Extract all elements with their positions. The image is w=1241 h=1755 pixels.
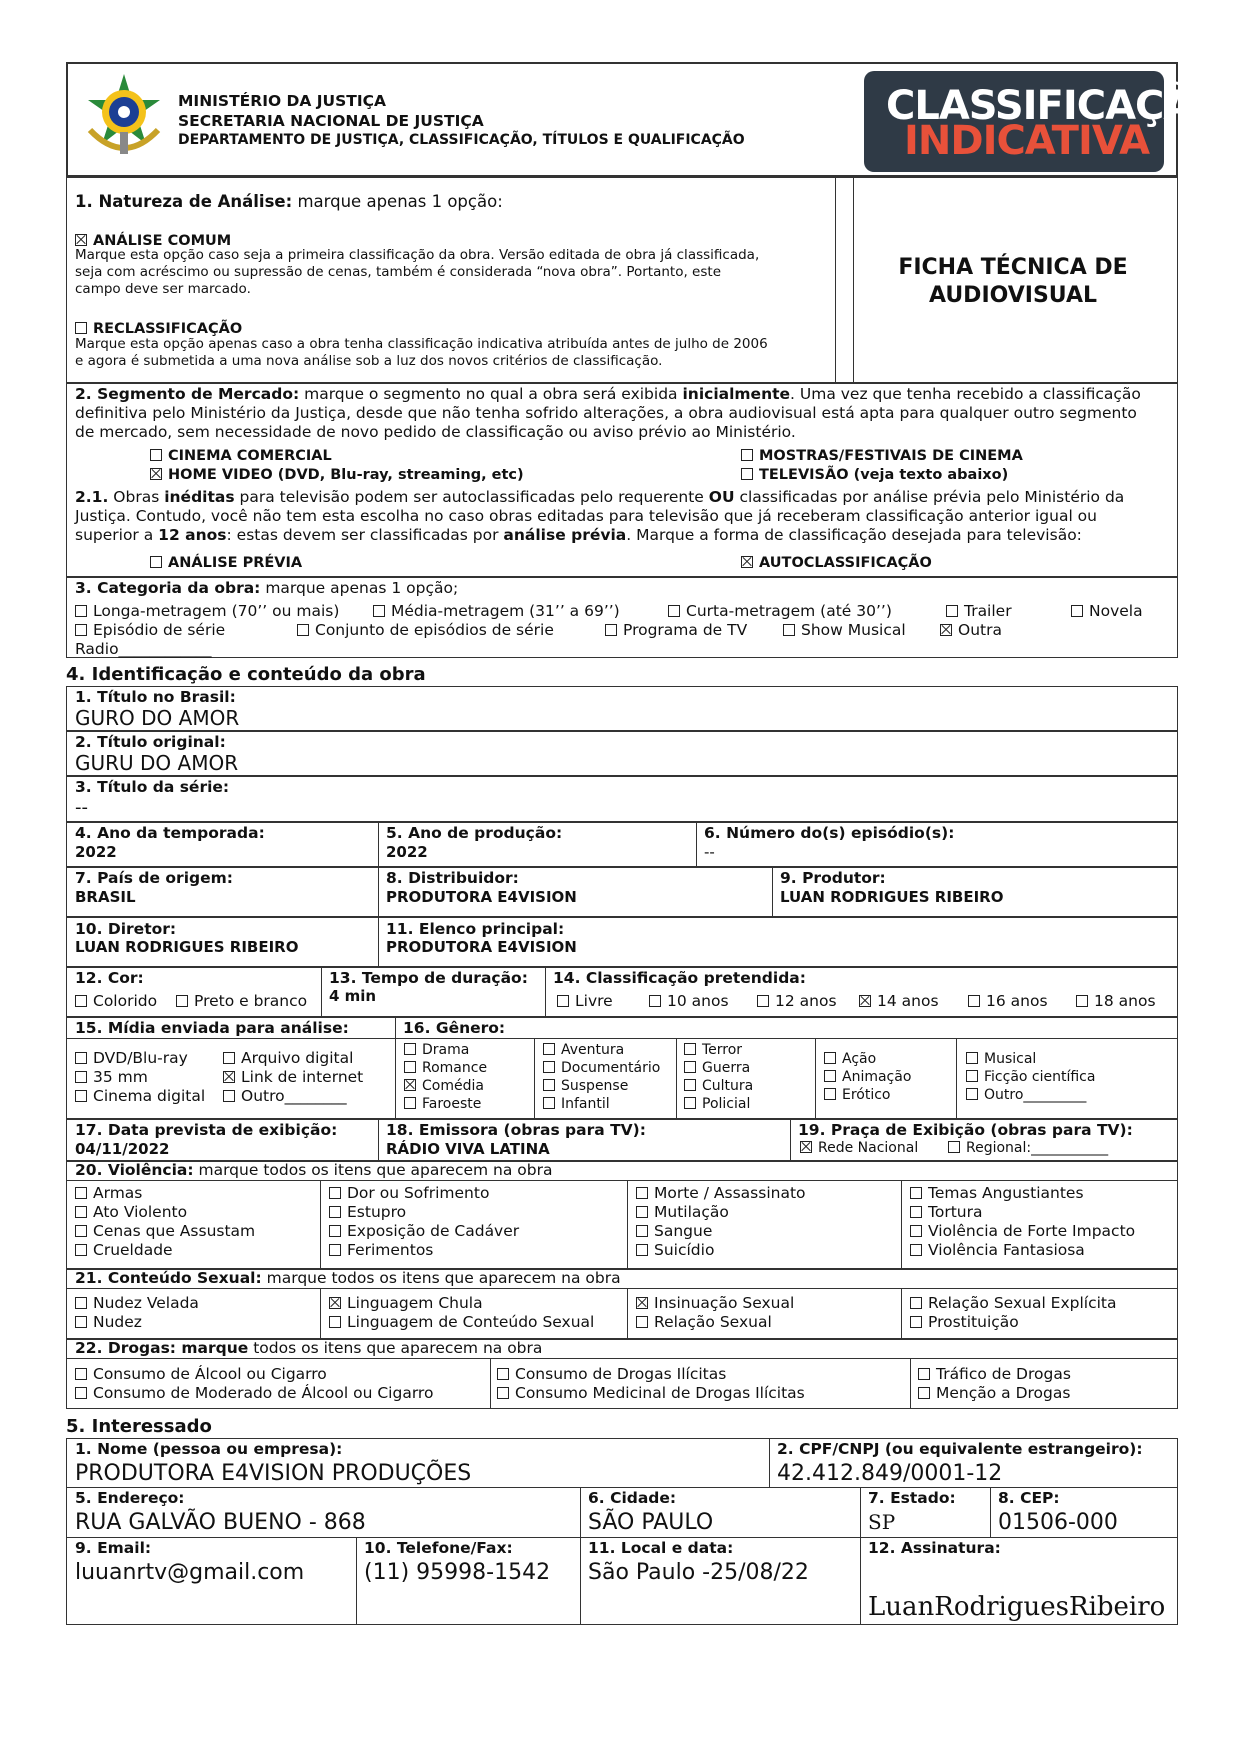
section-5-heading: 5. Interessado [66, 1416, 212, 1437]
checkbox-checked-icon[interactable] [636, 1297, 648, 1309]
label-ano-temporada: 4. Ano da temporada: [75, 824, 265, 842]
vio-ferimentos[interactable]: Ferimentos [329, 1241, 433, 1260]
vio-cadaver[interactable]: Exposição de Cadáver [329, 1222, 519, 1241]
value-cpf-cnpj[interactable]: 42.412.849/0001-12 [777, 1461, 1003, 1486]
value-distribuidor[interactable]: PRODUTORA E4VISION [386, 888, 577, 906]
checkbox-icon[interactable] [176, 995, 188, 1007]
checkbox-icon[interactable] [636, 1206, 648, 1218]
checkbox-icon[interactable] [966, 1088, 978, 1100]
value-nome[interactable]: PRODUTORA E4VISION PRODUÇÕES [75, 1461, 472, 1486]
label-cor: 12. Cor: [75, 969, 144, 987]
opt-autoclassificacao[interactable]: AUTOCLASSIFICAÇÃO [741, 552, 932, 572]
checkbox-icon[interactable] [404, 1043, 416, 1055]
checkbox-icon[interactable] [543, 1061, 555, 1073]
checkbox-icon[interactable] [150, 449, 162, 461]
label-classificacao: 14. Classificação pretendida: [553, 969, 806, 987]
gen-suspense[interactable]: Suspense [543, 1078, 628, 1095]
checkbox-icon[interactable] [75, 605, 87, 617]
checkbox-icon[interactable] [75, 995, 87, 1007]
checkbox-icon[interactable] [910, 1316, 922, 1328]
midia-link-internet[interactable]: Link de internet [223, 1068, 363, 1087]
opt-analise-comum[interactable]: ANÁLISE COMUM [75, 230, 231, 250]
gen-acao[interactable]: Ação [824, 1051, 876, 1068]
checkbox-icon[interactable] [946, 605, 958, 617]
sx-relacao-explicita[interactable]: Relação Sexual Explícita [910, 1294, 1117, 1313]
checkbox-icon[interactable] [684, 1061, 696, 1073]
checkbox-icon[interactable] [373, 605, 385, 617]
checkbox-icon[interactable] [824, 1088, 836, 1100]
gen-infantil[interactable]: Infantil [543, 1096, 610, 1113]
vio-tortura[interactable]: Tortura [910, 1203, 982, 1222]
checkbox-icon[interactable] [966, 1052, 978, 1064]
checkbox-icon[interactable] [329, 1244, 341, 1256]
label-cep: 8. CEP: [998, 1489, 1060, 1507]
dr-moderado-alcool[interactable]: Consumo de Moderado de Álcool ou Cigarro [75, 1384, 433, 1403]
s21-text-l3: superior a 12 anos: estas devem ser classificadas por análise prévia. Marque a forma de classificação desejada para televisão: [75, 526, 1082, 544]
value-endereco[interactable]: RUA GALVÃO BUENO - 868 [75, 1510, 366, 1535]
cor-colorido[interactable]: Colorido [75, 992, 157, 1011]
checkbox-icon[interactable] [824, 1052, 836, 1064]
value-titulo-serie[interactable]: -- [75, 797, 88, 818]
label-violencia: 20. Violência: marque todos os itens que aparecem na obra [75, 1161, 553, 1179]
s1-heading: 1. Natureza de Análise: marque apenas 1 opção: [75, 192, 503, 211]
checkbox-icon[interactable] [75, 1187, 87, 1199]
checkbox-icon[interactable] [329, 1316, 341, 1328]
checkbox-icon[interactable] [649, 995, 661, 1007]
label-titulo-serie: 3. Título da série: [75, 778, 230, 796]
checkbox-icon[interactable] [910, 1206, 922, 1218]
sx-prostituicao[interactable]: Prostituição [910, 1313, 1019, 1332]
checkbox-checked-icon[interactable] [223, 1071, 235, 1083]
opt-mostras[interactable]: MOSTRAS/FESTIVAIS DE CINEMA [741, 445, 1023, 465]
checkbox-icon[interactable] [968, 995, 980, 1007]
checkbox-icon[interactable] [497, 1368, 509, 1380]
checkbox-icon[interactable] [75, 1244, 87, 1256]
checkbox-icon[interactable] [668, 605, 680, 617]
dr-trafico[interactable]: Tráfico de Drogas [918, 1365, 1071, 1384]
label-cidade: 6. Cidade: [588, 1489, 677, 1507]
value-emissora[interactable]: RÁDIO VIVA LATINA [386, 1140, 550, 1158]
checkbox-icon[interactable] [636, 1244, 648, 1256]
gen-comedia[interactable]: Comédia [404, 1078, 484, 1095]
label-cpf-cnpj: 2. CPF/CNPJ (ou equivalente estrangeiro): [777, 1440, 1143, 1458]
checkbox-icon[interactable] [605, 624, 617, 636]
checkbox-icon[interactable] [910, 1297, 922, 1309]
value-ano-temporada[interactable]: 2022 [75, 843, 117, 861]
gen-documentario[interactable]: Documentário [543, 1060, 660, 1077]
value-email[interactable]: luuanrtv@gmail.com [75, 1560, 305, 1585]
org-department: DEPARTAMENTO DE JUSTIÇA, CLASSIFICAÇÃO, TÍTULOS E QUALIFICAÇÃO [178, 132, 745, 148]
checkbox-icon[interactable] [684, 1097, 696, 1109]
label-pais-origem: 7. País de origem: [75, 869, 233, 887]
checkbox-icon[interactable] [966, 1070, 978, 1082]
vio-crueldade[interactable]: Crueldade [75, 1241, 173, 1260]
label-local-data: 11. Local e data: [588, 1539, 734, 1557]
gen-drama[interactable]: Drama [404, 1042, 469, 1059]
value-pais-origem[interactable]: BRASIL [75, 888, 136, 906]
checkbox-icon[interactable] [223, 1052, 235, 1064]
gen-erotico[interactable]: Erótico [824, 1087, 891, 1104]
label-email: 9. Email: [75, 1539, 152, 1557]
checkbox-icon[interactable] [757, 995, 769, 1007]
cat-programa-tv[interactable]: Programa de TV [605, 621, 747, 640]
label-praca-exibicao: 19. Praça de Exibição (obras para TV): [798, 1121, 1133, 1139]
checkbox-checked-icon[interactable] [404, 1079, 416, 1091]
checkbox-icon[interactable] [75, 624, 87, 636]
label-endereco: 5. Endereço: [75, 1489, 185, 1507]
checkbox-icon[interactable] [741, 468, 753, 480]
value-numero-episodios[interactable]: -- [704, 843, 715, 861]
gen-ficcao[interactable]: Ficção científica [966, 1069, 1095, 1086]
checkbox-icon[interactable] [1071, 605, 1083, 617]
gen-faroeste[interactable]: Faroeste [404, 1096, 481, 1113]
dr-mencao[interactable]: Menção a Drogas [918, 1384, 1070, 1403]
label-data-exibicao: 17. Data prevista de exibição: [75, 1121, 338, 1139]
checkbox-checked-icon[interactable] [940, 624, 952, 636]
praca-rede-nacional[interactable]: Rede Nacional [800, 1140, 918, 1157]
gen-musical[interactable]: Musical [966, 1051, 1036, 1068]
s3-heading: 3. Categoria da obra: marque apenas 1 opção; [75, 579, 459, 597]
midia-35mm[interactable]: 35 mm [75, 1068, 148, 1087]
checkbox-checked-icon[interactable] [741, 556, 753, 568]
checkbox-icon[interactable] [910, 1244, 922, 1256]
label-drogas: 22. Drogas: marque todos os itens que aparecem na obra [75, 1339, 543, 1357]
value-assinatura[interactable]: LuanRodriguesRibeiro [868, 1592, 1166, 1622]
label-diretor: 10. Diretor: [75, 920, 177, 938]
label-tempo-duracao: 13. Tempo de duração: [329, 969, 528, 987]
vio-morte[interactable]: Morte / Assassinato [636, 1184, 806, 1203]
value-diretor[interactable]: LUAN RODRIGUES RIBEIRO [75, 938, 299, 956]
class-12[interactable]: 12 anos [757, 992, 837, 1011]
s1-opt1-text: Marque esta opção caso seja a primeira classificação da obra. Versão editada de obra já classificada, seja com acréscimo ou supressão de cenas, também é considerada “nova obra”. Portanto, este campo deve ser marcado. [75, 247, 760, 297]
value-estado[interactable]: SP [868, 1510, 896, 1534]
checkbox-icon[interactable] [1076, 995, 1088, 1007]
opt-cinema-comercial[interactable]: CINEMA COMERCIAL [150, 445, 332, 465]
label-estado: 7. Estado: [868, 1489, 956, 1507]
gen-terror[interactable]: Terror [684, 1042, 742, 1059]
label-titulo-original: 2. Título original: [75, 733, 226, 751]
vio-estupro[interactable]: Estupro [329, 1203, 406, 1222]
sx-insinuacao[interactable]: Insinuação Sexual [636, 1294, 794, 1313]
value-cidade[interactable]: SÃO PAULO [588, 1510, 714, 1535]
sx-linguagem-sexual[interactable]: Linguagem de Conteúdo Sexual [329, 1313, 594, 1332]
vio-sangue[interactable]: Sangue [636, 1222, 712, 1241]
cat-trailer[interactable]: Trailer [946, 602, 1012, 621]
checkbox-icon[interactable] [75, 1297, 87, 1309]
checkbox-icon[interactable] [329, 1206, 341, 1218]
cat-conjunto[interactable]: Conjunto de episódios de série [297, 621, 554, 640]
s21-text-l2: Justiça. Contudo, você não tem esta escolha no caso obras editadas para televisão que já receberam classificação anterior igual ou [75, 507, 1097, 525]
label-assinatura: 12. Assinatura: [868, 1539, 1001, 1557]
label-ano-producao: 5. Ano de produção: [386, 824, 563, 842]
sx-linguagem-chula[interactable]: Linguagem Chula [329, 1294, 483, 1313]
checkbox-icon[interactable] [543, 1079, 555, 1091]
value-titulo-brasil[interactable]: GURO DO AMOR [75, 706, 240, 730]
checkbox-icon[interactable] [75, 1071, 87, 1083]
s2-text-l2: definitiva pelo Ministério da Justiça, desde que não tenha sofrido alterações, a obra audiovisual está apta para qualquer outro segmento [75, 404, 1137, 422]
sx-nudez[interactable]: Nudez [75, 1313, 142, 1332]
dr-alcool[interactable]: Consumo de Álcool ou Cigarro [75, 1365, 327, 1384]
checkbox-checked-icon[interactable] [75, 234, 87, 246]
section-4-heading: 4. Identificação e conteúdo da obra [66, 664, 426, 685]
value-elenco[interactable]: PRODUTORA E4VISION [386, 938, 577, 956]
checkbox-icon[interactable] [636, 1225, 648, 1237]
label-midia: 15. Mídia enviada para análise: [75, 1019, 349, 1037]
checkbox-icon[interactable] [75, 1387, 87, 1399]
cat-show-musical[interactable]: Show Musical [783, 621, 906, 640]
value-ano-producao[interactable]: 2022 [386, 843, 428, 861]
checkbox-checked-icon[interactable] [150, 468, 162, 480]
checkbox-icon[interactable] [75, 1225, 87, 1237]
class-18[interactable]: 18 anos [1076, 992, 1156, 1011]
label-produtor: 9. Produtor: [780, 869, 886, 887]
gen-outro[interactable]: Outro_________ [966, 1087, 1086, 1104]
vio-temas-angustiantes[interactable]: Temas Angustiantes [910, 1184, 1084, 1203]
gen-animacao[interactable]: Animação [824, 1069, 911, 1086]
checkbox-icon[interactable] [223, 1090, 235, 1102]
class-10[interactable]: 10 anos [649, 992, 729, 1011]
org-ministry: MINISTÉRIO DA JUSTIÇA [178, 92, 387, 110]
midia-arquivo-digital[interactable]: Arquivo digital [223, 1049, 353, 1068]
value-tempo-duracao[interactable]: 4 min [329, 987, 377, 1005]
checkbox-icon[interactable] [948, 1141, 960, 1153]
vio-suicidio[interactable]: Suicídio [636, 1241, 714, 1260]
checkbox-icon[interactable] [684, 1079, 696, 1091]
cat-radio-text: Radio____________ [75, 640, 212, 658]
checkbox-icon[interactable] [150, 556, 162, 568]
checkbox-icon[interactable] [636, 1316, 648, 1328]
checkbox-checked-icon[interactable] [329, 1297, 341, 1309]
org-secretariat: SECRETARIA NACIONAL DE JUSTIÇA [178, 112, 484, 130]
gen-aventura[interactable]: Aventura [543, 1042, 624, 1059]
checkbox-icon[interactable] [75, 1090, 87, 1102]
cat-longa[interactable]: Longa-metragem (70’’ ou mais) [75, 602, 339, 621]
label-elenco: 11. Elenco principal: [386, 920, 565, 938]
checkbox-checked-icon[interactable] [859, 995, 871, 1007]
field-3-box [66, 776, 1178, 822]
s2-text: 2. Segmento de Mercado: marque o segmento no qual a obra será exibida inicialmente. Uma vez que tenha recebido a classificação [75, 385, 1141, 403]
sx-nudez-velada[interactable]: Nudez Velada [75, 1294, 199, 1313]
value-data-exibicao[interactable]: 04/11/2022 [75, 1140, 170, 1158]
checkbox-icon[interactable] [297, 624, 309, 636]
midia-outro[interactable]: Outro________ [223, 1087, 347, 1106]
vio-fantasiosa[interactable]: Violência Fantasiosa [910, 1241, 1085, 1260]
checkbox-icon[interactable] [910, 1225, 922, 1237]
cat-media[interactable]: Média-metragem (31’’ a 69’’) [373, 602, 620, 621]
opt-televisao[interactable]: TELEVISÃO (veja texto abaixo) [741, 464, 1008, 484]
checkbox-icon[interactable] [329, 1225, 341, 1237]
label-numero-episodios: 6. Número do(s) episódio(s): [704, 824, 955, 842]
checkbox-icon[interactable] [918, 1387, 930, 1399]
value-produtor[interactable]: LUAN RODRIGUES RIBEIRO [780, 888, 1004, 906]
checkbox-checked-icon[interactable] [800, 1141, 812, 1153]
class-14[interactable]: 14 anos [859, 992, 939, 1011]
midia-dvd[interactable]: DVD/Blu-ray [75, 1049, 188, 1068]
opt-reclassificacao[interactable]: RECLASSIFICAÇÃO [75, 318, 242, 338]
cat-outra[interactable]: Outra [940, 621, 1002, 640]
value-titulo-original[interactable]: GURU DO AMOR [75, 751, 239, 775]
label-emissora: 18. Emissora (obras para TV): [386, 1121, 646, 1139]
cor-preto-branco[interactable]: Preto e branco [176, 992, 307, 1011]
label-conteudo-sexual: 21. Conteúdo Sexual: marque todos os itens que aparecem na obra [75, 1269, 621, 1287]
gen-romance[interactable]: Romance [404, 1060, 487, 1077]
checkbox-icon[interactable] [75, 1052, 87, 1064]
praca-regional[interactable]: Regional:___________ [948, 1140, 1108, 1157]
checkbox-icon[interactable] [404, 1061, 416, 1073]
opt-analise-previa[interactable]: ANÁLISE PRÉVIA [150, 552, 302, 572]
checkbox-icon[interactable] [741, 449, 753, 461]
checkbox-icon[interactable] [684, 1043, 696, 1055]
checkbox-icon[interactable] [75, 1206, 87, 1218]
checkbox-icon[interactable] [557, 995, 569, 1007]
cat-episodio[interactable]: Episódio de série [75, 621, 225, 640]
s2-text-l3: de mercado, sem necessidade de novo pedido de classificação ou aviso prévio ao Ministério. [75, 423, 796, 441]
gen-cultura[interactable]: Cultura [684, 1078, 753, 1095]
opt-home-video[interactable]: HOME VIDEO (DVD, Blu-ray, streaming, etc) [150, 464, 524, 484]
checkbox-icon[interactable] [918, 1368, 930, 1380]
vio-armas[interactable]: Armas [75, 1184, 142, 1203]
gen-policial[interactable]: Policial [684, 1096, 750, 1113]
class-livre[interactable]: Livre [557, 992, 613, 1011]
gen-guerra[interactable]: Guerra [684, 1060, 750, 1077]
vio-mutilacao[interactable]: Mutilação [636, 1203, 729, 1222]
coat-of-arms-icon [76, 70, 172, 166]
checkbox-icon[interactable] [783, 624, 795, 636]
class-16[interactable]: 16 anos [968, 992, 1048, 1011]
label-genero: 16. Gênero: [403, 1019, 506, 1037]
label-nome: 1. Nome (pessoa ou empresa): [75, 1440, 343, 1458]
checkbox-icon[interactable] [910, 1187, 922, 1199]
s1-opt2-text: Marque esta opção apenas caso a obra tenha classificação indicativa atribuída antes de julho de 2006 e agora é submetida a uma nova análise sob a luz dos novos critérios de classificação. [75, 336, 768, 369]
dr-ilicitas[interactable]: Consumo de Drogas Ilícitas [497, 1365, 726, 1384]
checkbox-icon[interactable] [824, 1070, 836, 1082]
classificacao-indicativa-logo: CLASSIFICAÇÃO INDICATIVA [864, 71, 1164, 172]
checkbox-icon[interactable] [75, 1368, 87, 1380]
vio-cenas-assustam[interactable]: Cenas que Assustam [75, 1222, 255, 1241]
vio-ato-violento[interactable]: Ato Violento [75, 1203, 187, 1222]
checkbox-icon[interactable] [543, 1097, 555, 1109]
checkbox-icon[interactable] [75, 1316, 87, 1328]
form-title: FICHA TÉCNICA DE AUDIOVISUAL [898, 255, 1128, 308]
checkbox-icon[interactable] [75, 322, 87, 334]
checkbox-icon[interactable] [636, 1187, 648, 1199]
label-telefone: 10. Telefone/Fax: [364, 1539, 513, 1557]
value-telefone[interactable]: (11) 95998-1542 [364, 1560, 551, 1585]
label-distribuidor: 8. Distribuidor: [386, 869, 519, 887]
checkbox-icon[interactable] [404, 1097, 416, 1109]
dr-medicinal[interactable]: Consumo Medicinal de Drogas Ilícitas [497, 1384, 805, 1403]
checkbox-icon[interactable] [329, 1187, 341, 1199]
value-local-data[interactable]: São Paulo -25/08/22 [588, 1560, 809, 1585]
value-cep[interactable]: 01506-000 [998, 1510, 1118, 1535]
checkbox-icon[interactable] [497, 1387, 509, 1399]
vio-dor[interactable]: Dor ou Sofrimento [329, 1184, 489, 1203]
sx-relacao[interactable]: Relação Sexual [636, 1313, 772, 1332]
cat-curta[interactable]: Curta-metragem (até 30’’) [668, 602, 892, 621]
midia-cinema-digital[interactable]: Cinema digital [75, 1087, 205, 1106]
vio-forte-impacto[interactable]: Violência de Forte Impacto [910, 1222, 1135, 1241]
cat-novela[interactable]: Novela [1071, 602, 1143, 621]
checkbox-icon[interactable] [543, 1043, 555, 1055]
s21-text: 2.1. Obras inéditas para televisão podem ser autoclassificadas pelo requerente OU classificadas por análise prévia pelo Ministério da [75, 488, 1125, 506]
label-titulo-brasil: 1. Título no Brasil: [75, 688, 236, 706]
